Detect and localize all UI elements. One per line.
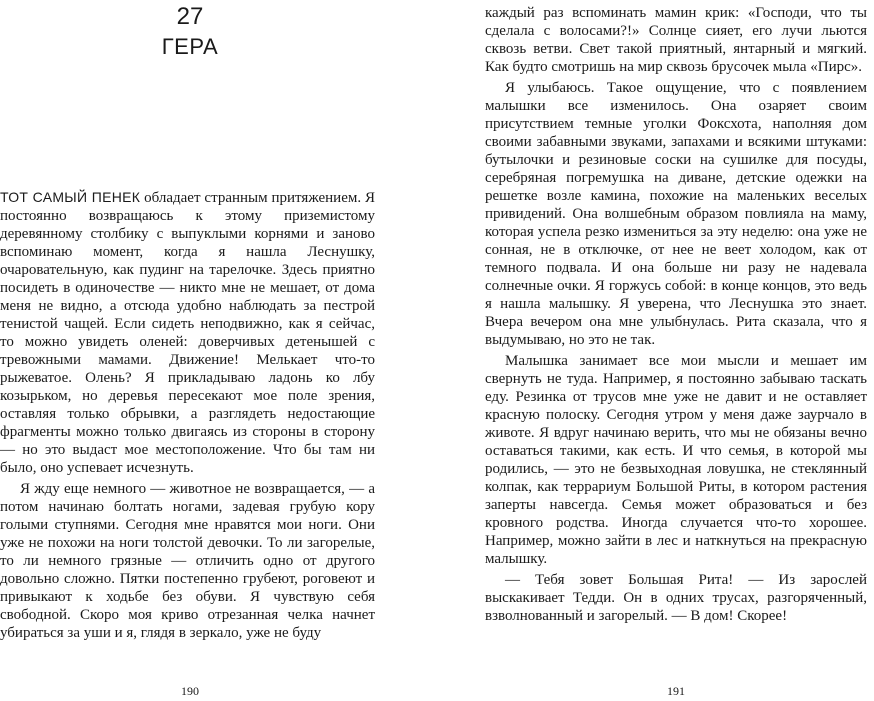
paragraph: каждый раз вспоминать мамин крик: «Господи, что ты сделала с волосами?!» Солнце сияет, его лучи льются сквозь ветви. Свет такой приятный, янтарный и мягкий. Как будто смотришь на мир сквозь брусочек мыла «Пирс».: [485, 5, 867, 75]
page-number-right: 191: [667, 684, 685, 698]
chapter-number: 27: [176, 3, 204, 30]
paragraph: Я жду еще немного — животное не возвращается, — а потом начинаю болтать ногами, задевая грубую кору голыми ступнями. Сегодня мне нравятся мои ноги. Они уже не похожи на ноги толстой девочки. То ли загорелые, то ли немного грязные — отличить одно от другого довольно сложно. Пятки постепенно грубеют, роговеют и привыкают к ходьбе без обуви. Я чувствую себя свободной. Скоро моя криво отрезанная челка начнет убираться за уши и я, глядя в зеркало, уже не буду: [0, 481, 375, 641]
paragraph: [0, 188, 375, 477]
chapter-lead-in: ТОТ САМЫЙ ПЕНЕК: [0, 189, 141, 205]
left-text-block: [0, 188, 375, 642]
right-text-block: [485, 4, 867, 625]
page-number-left: 190: [181, 684, 199, 698]
paragraph: Малышка занимает все мои мысли и мешает им свернуть не туда. Например, я постоянно забываю таскать еду. Резинка от трусов мне уже не давит и не оставляет красную полоску. Сегодня утром у меня даже заурчало в животе. Я вдруг начинаю верить, что мы не обязаны вечно оставаться такими, как есть. И что семья, в которой мы родились, — это не безвыходная ловушка, не стеклянный колпак, как террариум Большой Риты, в котором растения заперты навсегда. Семья может образоваться и без кровного родства. Иногда случается что-то хорошее. Например, можно зайти в лес и наткнуться на прекрасную малышку.: [485, 353, 867, 567]
paragraph: — Тебя зовет Большая Рита! — Из зарослей выскакивает Тедди. Он в одних трусах, разгоряченный, взволнованный и загорелый. — В дом! Скорее!: [485, 572, 867, 624]
paragraph: Я улыбаюсь. Такое ощущение, что с появлением малышки все изменилось. Она озаряет своим присутствием темные уголки Фоксхота, наполняя дом своими забавными звуками, запахами и всякими штуками: бутылочки и резиновые соски на сушилке для посуды, серебряная погремушка на диване, детские одежки на решетке возле камина, похожие на маленьких веселых привидений. Она волшебным образом повлияла на маму, которая успела резко измениться за эту неделю: она уже не сонная, не в отключке, от нее не веет холодом, как от темного подвала. И она больше ни разу не надевала солнечные очки. Я горжусь собой: в конце концов, это ведь я нашла малышку. Я уверена, что Леснушка это знает. Вчера вечером она мне улыбнулась. Рита сказала, что я выдумываю, но это не так.: [485, 80, 867, 348]
paragraph-text: обладает странным притяжением. Я постоянно возвращаюсь к этому приземистому деревянному столбику с выпуклыми корнями и заново вспоминаю момент, когда я нашла Леснушку, очаровательную, как пудинг на тарелочке. Здесь приятно посидеть в одиночестве — никто мне не мешает, от дома меня не видно, а отсюда удобно наблюдать за пестрой тенистой чащей. Если сидеть неподвижно, как я сейчас, то можно увидеть оленей: доверчивых детенышей с тревожными мамами. Движение! Мелькает что-то рыжеватое. Олень? Я прикладываю ладонь ко лбу козырьком, но деревья пересекают мое поле зрения, оставляя только обрывки, а разглядеть недостающие фрагменты можно только двигаясь из стороны в сторону — но это выдаст мое местоположение. Что бы там ни было, оно успевает исчезнуть.: [0, 190, 376, 476]
chapter-title: ГЕРА: [161, 34, 219, 59]
